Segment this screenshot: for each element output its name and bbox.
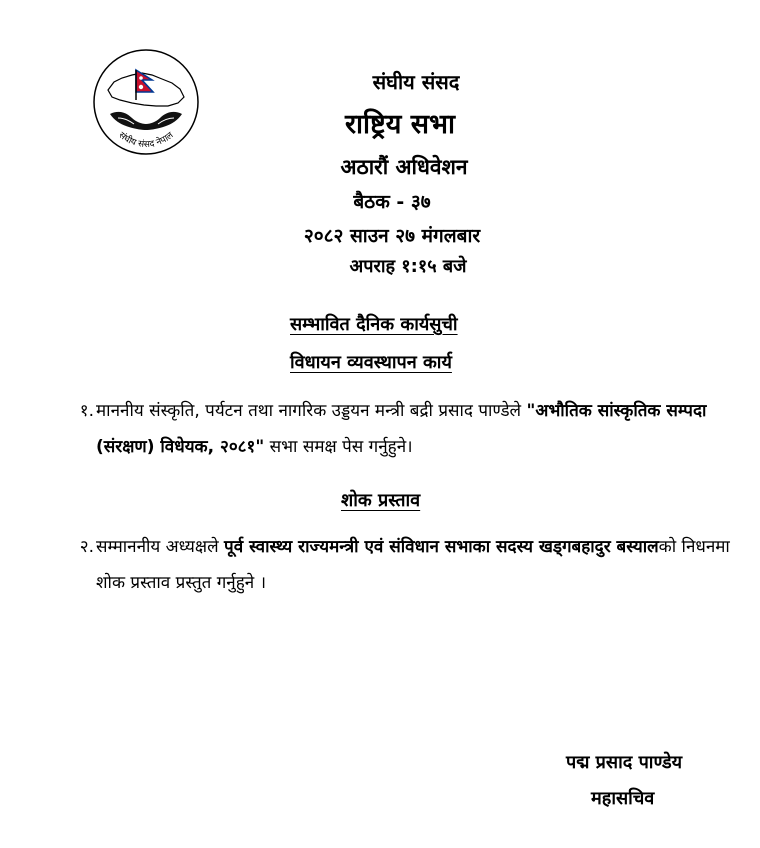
parliament-name: संघीय संसद	[372, 70, 460, 94]
item-text	[96, 529, 730, 601]
person-name: पूर्व स्वास्थ्य राज्यमन्त्री एवं संविधान सभाका सदस्य खड्गबहादुर बस्याल	[224, 537, 659, 557]
item-number: २.	[79, 537, 94, 557]
agenda-item-2	[70, 529, 730, 601]
bill-name: "अभौतिक सांस्कृतिक सम्पदा (संरक्षण) विधेयक, २०८१"	[96, 401, 707, 457]
item-text-plain: माननीय संस्कृति, पर्यटन तथा नागरिक उड्डयन मन्त्री बद्री प्रसाद पाण्डेले	[96, 401, 527, 421]
meeting-date: २०८२ साउन २७ मंगलबार	[303, 225, 481, 247]
house-name: राष्ट्रिय सभा	[344, 109, 456, 140]
agenda-title: सम्भावित दैनिक कार्यसुची	[290, 314, 458, 335]
signatory-title: महासचिव	[591, 788, 655, 809]
item-text-plain: सभा समक्ष पेस गर्नुहुने।	[264, 437, 413, 457]
meeting-number: बैठक - ३७	[353, 191, 431, 213]
session-label: अठारौं अधिवेशन	[340, 155, 468, 179]
condolence-section-title: शोक प्रस्ताव	[341, 490, 421, 511]
item-number: १.	[79, 401, 94, 421]
emblem-caption: संघीय संसद नेपाल	[116, 130, 176, 150]
meeting-time: अपराह १:१५ बजे	[349, 256, 467, 277]
item-text-plain: सम्माननीय अध्यक्षले	[96, 537, 225, 557]
signatory-name: पद्म प्रसाद पाण्डेय	[566, 752, 683, 773]
agenda-item-1	[70, 393, 730, 465]
item-text-plain: को निधनमा शोक प्रस्ताव प्रस्तुत गर्नुहुने ।	[96, 537, 730, 593]
item-text	[96, 393, 730, 465]
legislation-section-title: विधायन व्यवस्थापन कार्य	[290, 352, 452, 373]
